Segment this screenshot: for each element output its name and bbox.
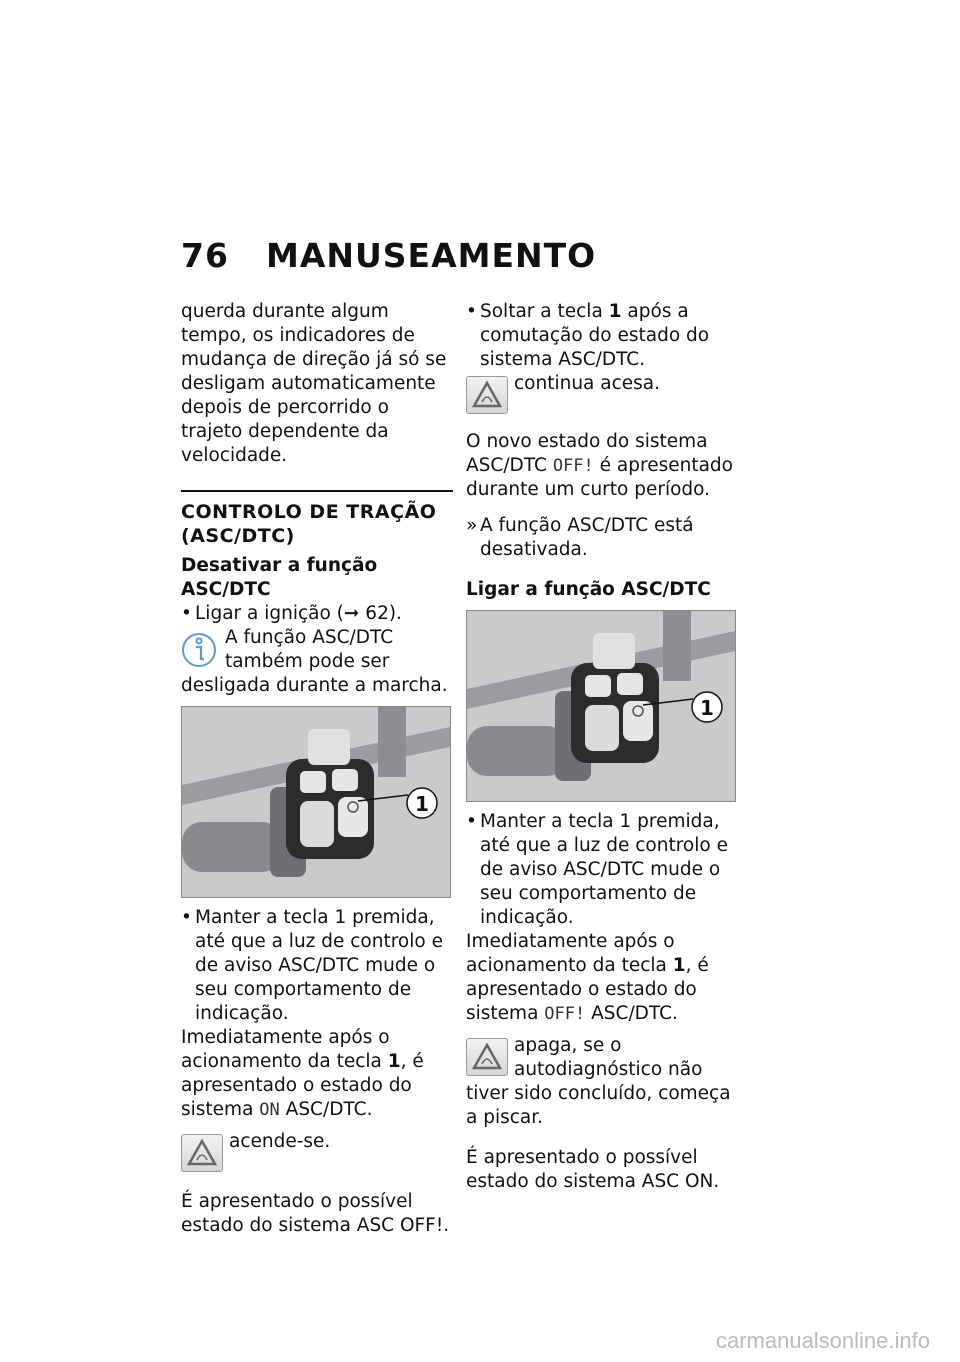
paragraph-state-off: Imediatamente após o acionamento da tecla 1, é apresentado o estado do sistema OFF! ASC/DTC.: [466, 931, 709, 1024]
left-column: [181, 300, 453, 1238]
handlebar-switch-illustration: [182, 707, 450, 897]
lamp-text-off: apaga, se o autodiagnóstico não tiver sido concluído, começa a piscar.: [466, 1035, 731, 1128]
info-text: A função ASC/DTC também pode ser desligada durante a marcha.: [181, 627, 448, 696]
subtitle-disable: Desativar a função ASC/DTC: [181, 555, 378, 600]
bullet-release-key: • Soltar a tecla 1 após a comutação do estado do sistema ASC/DTC.: [466, 300, 738, 372]
subtitle-enable: Ligar a função ASC/DTC: [466, 579, 711, 600]
chapter-title: MANUSEAMENTO: [266, 236, 597, 275]
warning-lamp-note: [181, 1130, 453, 1174]
watermark: carmanualsonline.info: [715, 1328, 930, 1353]
bullet-hold-key-2: • Manter a tecla 1 premida, até que a luz de controlo e de aviso ASC/DTC mude o seu comportamento de indicação.: [466, 810, 738, 930]
info-note: [181, 626, 453, 698]
page-ref-link[interactable]: 62: [365, 603, 389, 624]
handlebar-switch-illustration: [467, 611, 735, 801]
state-off-display-2: OFF!: [544, 1004, 586, 1024]
asc-warning-lamp-icon: [466, 1038, 508, 1076]
page-header: [181, 236, 596, 275]
page-ref-arrow-icon: ➞: [343, 603, 366, 624]
state-on-display: ON: [259, 1100, 280, 1120]
lamp-text-remains: continua acesa.: [514, 373, 661, 394]
paragraph-possible-off: É apresentado o possível estado do sistema ASC OFF!.: [181, 1191, 450, 1236]
state-off-display: OFF!: [552, 456, 594, 476]
handlebar-figure-disable: [181, 706, 451, 898]
lamp-text-on: acende-se.: [229, 1131, 331, 1152]
warning-lamp-note-2: [466, 372, 738, 416]
warning-lamp-note-3: [466, 1034, 738, 1130]
bullet-hold-key: • Manter a tecla 1 premida, até que a luz de controlo e de aviso ASC/DTC mude o seu comportamento de indicação.: [181, 906, 453, 1026]
page-number: 76: [181, 236, 229, 275]
info-icon: [181, 628, 217, 670]
asc-warning-lamp-icon: [181, 1134, 223, 1172]
paragraph-possible-on: É apresentado o possível estado do sistema ASC ON.: [466, 1147, 720, 1192]
figure-callout: 1: [415, 792, 429, 816]
asc-warning-lamp-icon: [466, 376, 508, 414]
paragraph-state-on: Imediatamente após o acionamento da tecla 1, é apresentado o estado do sistema ON ASC/DTC.: [181, 1027, 424, 1120]
bullet-ignition: • Ligar a ignição (➞ 62).: [181, 602, 453, 626]
handlebar-figure-enable: [466, 610, 736, 802]
paragraph-new-state: O novo estado do sistema ASC/DTC OFF! é apresentado durante um curto período.: [466, 431, 733, 500]
section-rule: [181, 490, 453, 492]
result-disabled: » A função ASC/DTC está desativada.: [466, 514, 738, 562]
section-title: CONTROLO DE TRAÇÃO (ASC/DTC): [181, 501, 437, 547]
figure-callout: 1: [700, 696, 714, 720]
right-column: [466, 300, 738, 1194]
paragraph-continuation: querda durante algum tempo, os indicadores de mudança de direção já só se desligam automaticamente depois de percorrido o trajeto dependente da velocidade.: [181, 301, 447, 466]
